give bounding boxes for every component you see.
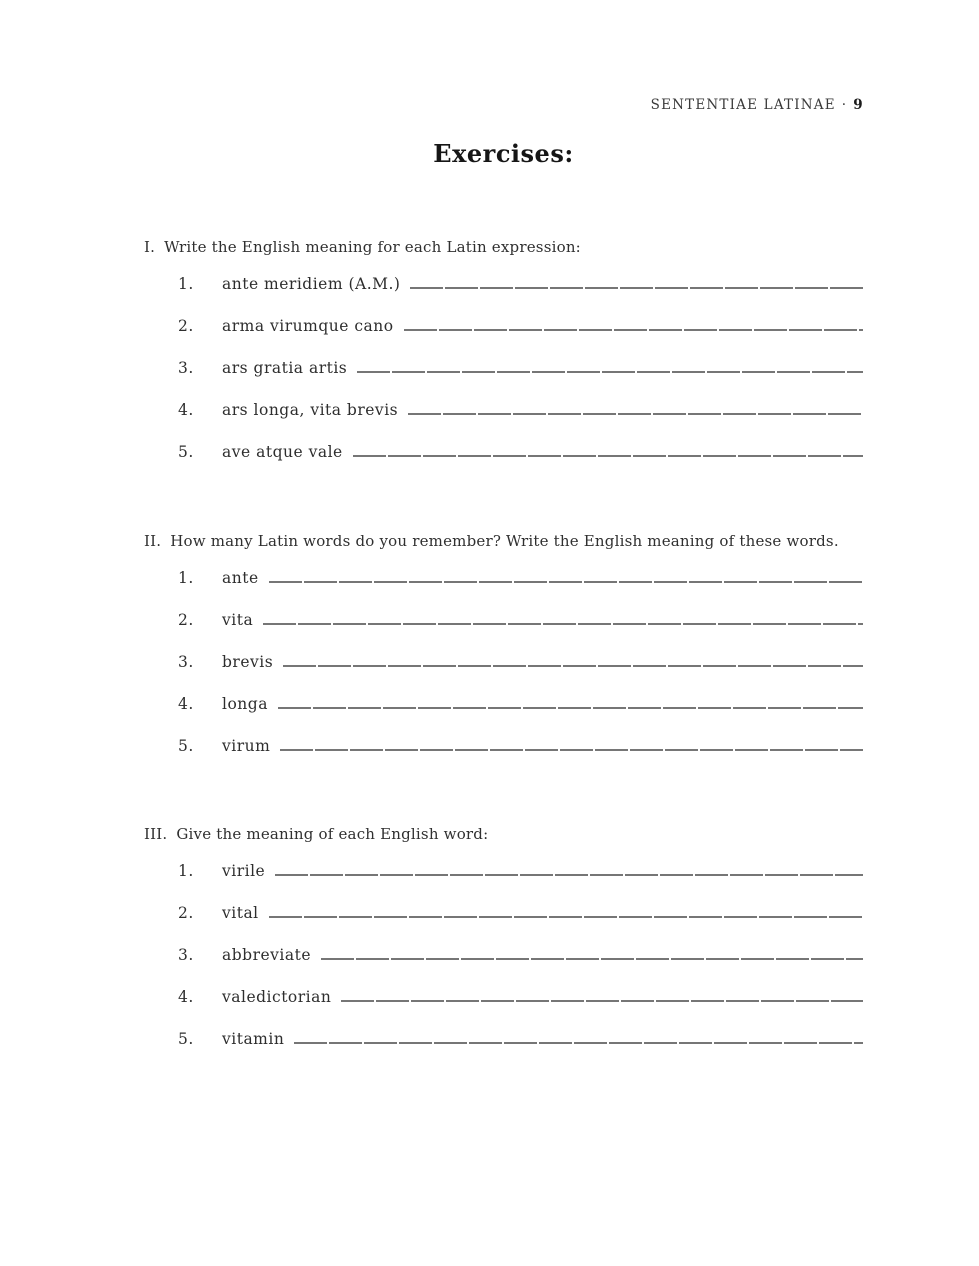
section-2 [144, 531, 863, 778]
item-number: 4. [178, 988, 194, 1006]
item-number: 4. [178, 695, 194, 713]
answer-blank [280, 749, 863, 751]
section-3 [144, 824, 863, 1071]
item-number: 3. [178, 653, 194, 671]
item-label: arma virumque cano [222, 317, 394, 335]
exercise-item [178, 694, 863, 736]
exercise-item [178, 568, 863, 610]
item-label: ave atque vale [222, 443, 343, 461]
item-label: abbreviate [222, 946, 312, 964]
item-label: longa [222, 695, 268, 713]
section-3-numeral: III. [144, 825, 168, 843]
section-1-prompt [144, 237, 863, 257]
exercise-item [178, 358, 863, 400]
section-1-numeral: I. [144, 238, 156, 256]
item-label: ars longa, vita brevis [222, 401, 399, 419]
item-label: vital [222, 904, 259, 922]
section-2-prompt [144, 531, 863, 551]
item-label: virile [222, 862, 266, 880]
exercise-item [178, 861, 863, 903]
item-label: vitamin [222, 1030, 285, 1048]
item-number: 1. [178, 862, 194, 880]
answer-blank [410, 287, 863, 289]
answer-blank [404, 329, 863, 331]
exercise-item [178, 736, 863, 778]
item-number: 5. [178, 443, 194, 461]
item-number: 5. [178, 1030, 194, 1048]
running-header [651, 96, 863, 114]
exercise-item [178, 274, 863, 316]
answer-blank [357, 371, 863, 373]
answer-blank [278, 707, 863, 709]
exercise-item [178, 945, 863, 987]
answer-blank [263, 623, 863, 625]
exercise-item [178, 442, 863, 484]
page-title: Exercises: [433, 139, 574, 168]
answer-blank [353, 455, 863, 457]
item-number: 2. [178, 317, 194, 335]
item-label: brevis [222, 653, 274, 671]
item-label: valedictorian [222, 988, 332, 1006]
item-label: ars gratia artis [222, 359, 348, 377]
book-title: SENTENTIAE LATINAE [650, 97, 836, 113]
answer-blank [269, 916, 863, 918]
exercise-item [178, 316, 863, 358]
section-3-prompt [144, 824, 863, 844]
answer-blank [283, 665, 863, 667]
header-separator: · [841, 97, 848, 113]
item-number: 4. [178, 401, 194, 419]
answer-blank [408, 413, 863, 415]
item-number: 5. [178, 737, 194, 755]
section-2-prompt-text: How many Latin words do you remember? Write the English meaning of these words. [170, 532, 839, 550]
item-label: ante meridiem (A.M.) [222, 275, 401, 293]
exercise-item [178, 652, 863, 694]
item-number: 3. [178, 359, 194, 377]
answer-blank [269, 581, 863, 583]
exercise-item [178, 987, 863, 1029]
exercise-item [178, 1029, 863, 1071]
answer-blank [294, 1042, 863, 1044]
answer-blank [321, 958, 863, 960]
item-number: 2. [178, 611, 194, 629]
item-label: ante [222, 569, 259, 587]
section-1 [144, 237, 863, 484]
exercise-item [178, 903, 863, 945]
section-2-numeral: II. [144, 532, 162, 550]
item-number: 1. [178, 569, 194, 587]
section-3-items [178, 861, 863, 1071]
section-1-prompt-text: Write the English meaning for each Latin expression: [164, 238, 581, 256]
answer-blank [341, 1000, 863, 1002]
answer-blank [275, 874, 863, 876]
section-2-items [178, 568, 863, 778]
section-1-items [178, 274, 863, 484]
item-number: 3. [178, 946, 194, 964]
item-label: virum [222, 737, 271, 755]
item-label: vita [222, 611, 254, 629]
exercise-item [178, 400, 863, 442]
item-number: 1. [178, 275, 194, 293]
section-3-prompt-text: Give the meaning of each English word: [176, 825, 489, 843]
item-number: 2. [178, 904, 194, 922]
exercise-item [178, 610, 863, 652]
page-number: 9 [853, 97, 863, 113]
